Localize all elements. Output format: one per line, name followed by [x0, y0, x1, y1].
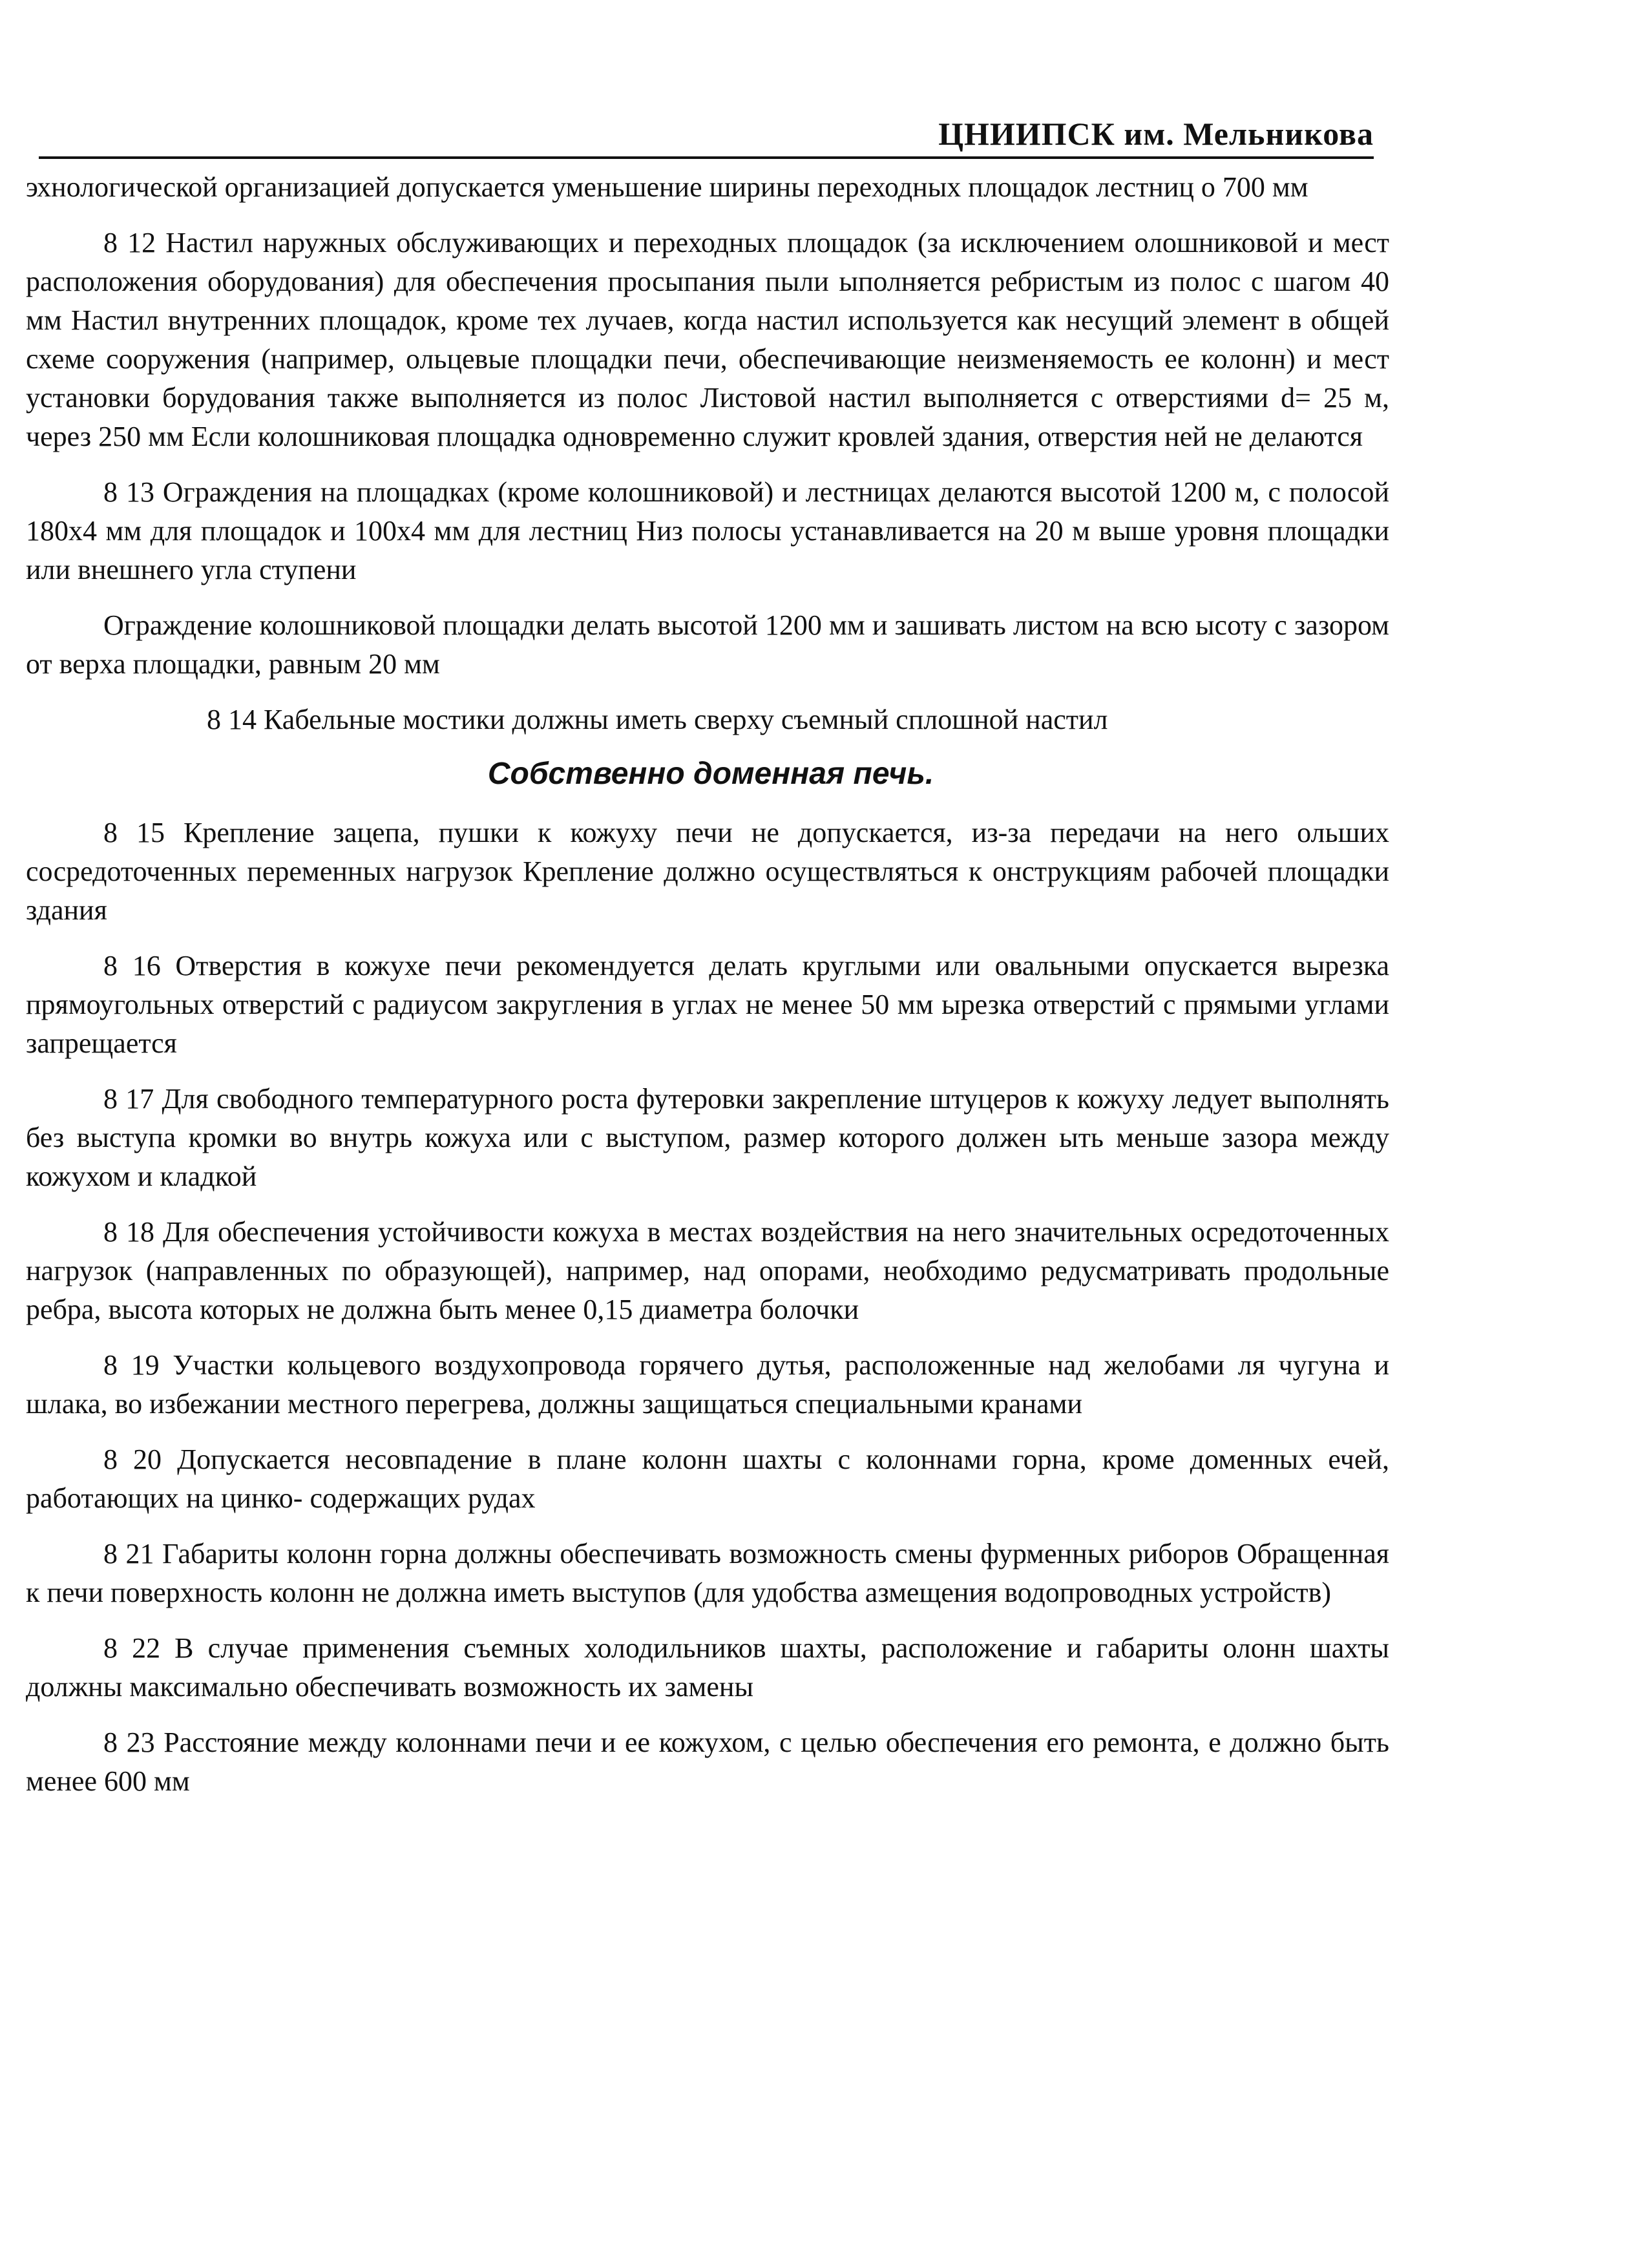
paragraph-8-16: 8 16 Отверстия в кожухе печи рекомендуется делать круглыми или овальными опускается вырезка прямоугольных отверстий с радиусом закругления в углах не менее 50 мм ырезка отверстий с прямыми углами запрещается: [26, 950, 1389, 1059]
paragraph-continuation: эхнологической организацией допускается уменьшение ширины переходных площадок лестниц о 700 мм: [26, 171, 1308, 203]
paragraph-8-13: 8 13 Ограждения на площадках (кроме колошниковой) и лестницах делаются высотой 1200 м, с полосой 180х4 мм для площадок и 100х4 мм для лестниц Низ полосы устанавливается на 20 м выше уровня площадки или внешнего угла ступени: [26, 476, 1389, 585]
paragraph-8-15: 8 15 Крепление зацепа, пушки к кожуху печи не допускается, из-за передачи на него ольших сосредоточенных переменных нагрузок Крепление должно осуществляться к онструкциям рабочей площадки здания: [26, 817, 1389, 926]
paragraph-8-22: 8 22 В случае применения съемных холодильников шахты, расположение и габариты олонн шахты должны максимально обеспечивать возможность их замены: [26, 1632, 1389, 1703]
paragraph-8-14: 8 14 Кабельные мостики должны иметь сверху съемный сплошной настил: [207, 704, 1108, 735]
document-body: [26, 168, 1415, 1818]
section-heading: Собственно доменная печь.: [487, 757, 934, 791]
paragraph-8-20: 8 20 Допускается несовпадение в плане колонн шахты с колоннами горна, кроме доменных ечей, работающих на цинко- содержащих рудах: [26, 1444, 1389, 1514]
paragraph-8-21: 8 21 Габариты колонн горна должны обеспечивать возможность смены фурменных риборов Обращенная к печи поверхность колонн не должна иметь выступов (для удобства азмещения водопроводных устройств): [26, 1538, 1389, 1608]
paragraph-8-19: 8 19 Участки кольцевого воздухопровода горячего дутья, расположенные над желобами ля чугуна и шлака, во избежании местного перегрева, должны защищаться специальными кранами: [26, 1349, 1389, 1420]
paragraph-8-17: 8 17 Для свободного температурного роста футеровки закрепление штуцеров к кожуху ледует выполнять без выступа кромки во внутрь кожуха или с выступом, размер которого должен ыть меньше зазора между кожухом и кладкой: [26, 1083, 1389, 1192]
paragraph-8-18: 8 18 Для обеспечения устойчивости кожуха в местах воздействия на него значительных осредоточенных нагрузок (направленных по образующей), например, над опорами, необходимо редусматривать продольные ребра, высота которых не должна быть менее 0,15 диаметра болочки: [26, 1216, 1389, 1325]
paragraph-8-13-fence: Ограждение колошниковой площадки делать высотой 1200 мм и зашивать листом на всю ысоту с зазором от верха площадки, равным 20 мм: [26, 609, 1389, 680]
paragraph-8-12: 8 12 Настил наружных обслуживающих и переходных площадок (за исключением олошниковой и мест расположения оборудования) для обеспечения просыпания пыли ыполняется ребристым из полос с шагом 40 мм Настил внутренних площадок, кроме тех лучаев, когда настил используется как несущий элемент в общей схеме сооружения (например, ольцевые площадки печи, обеспечивающие неизменяемость ее колонн) и мест установки борудования также выполняется из полос Листовой настил выполняется с отверстиями d= 25 м, через 250 мм Если колошниковая площадка одновременно служит кровлей здания, отверстия ней не делаются: [26, 227, 1389, 452]
page-header: [39, 109, 1374, 159]
paragraph-8-23: 8 23 Расстояние между колоннами печи и ее кожухом, с целью обеспечения его ремонта, е должно быть менее 600 мм: [26, 1727, 1389, 1797]
header-title: ЦНИИПСК им. Мельникова: [938, 116, 1374, 152]
